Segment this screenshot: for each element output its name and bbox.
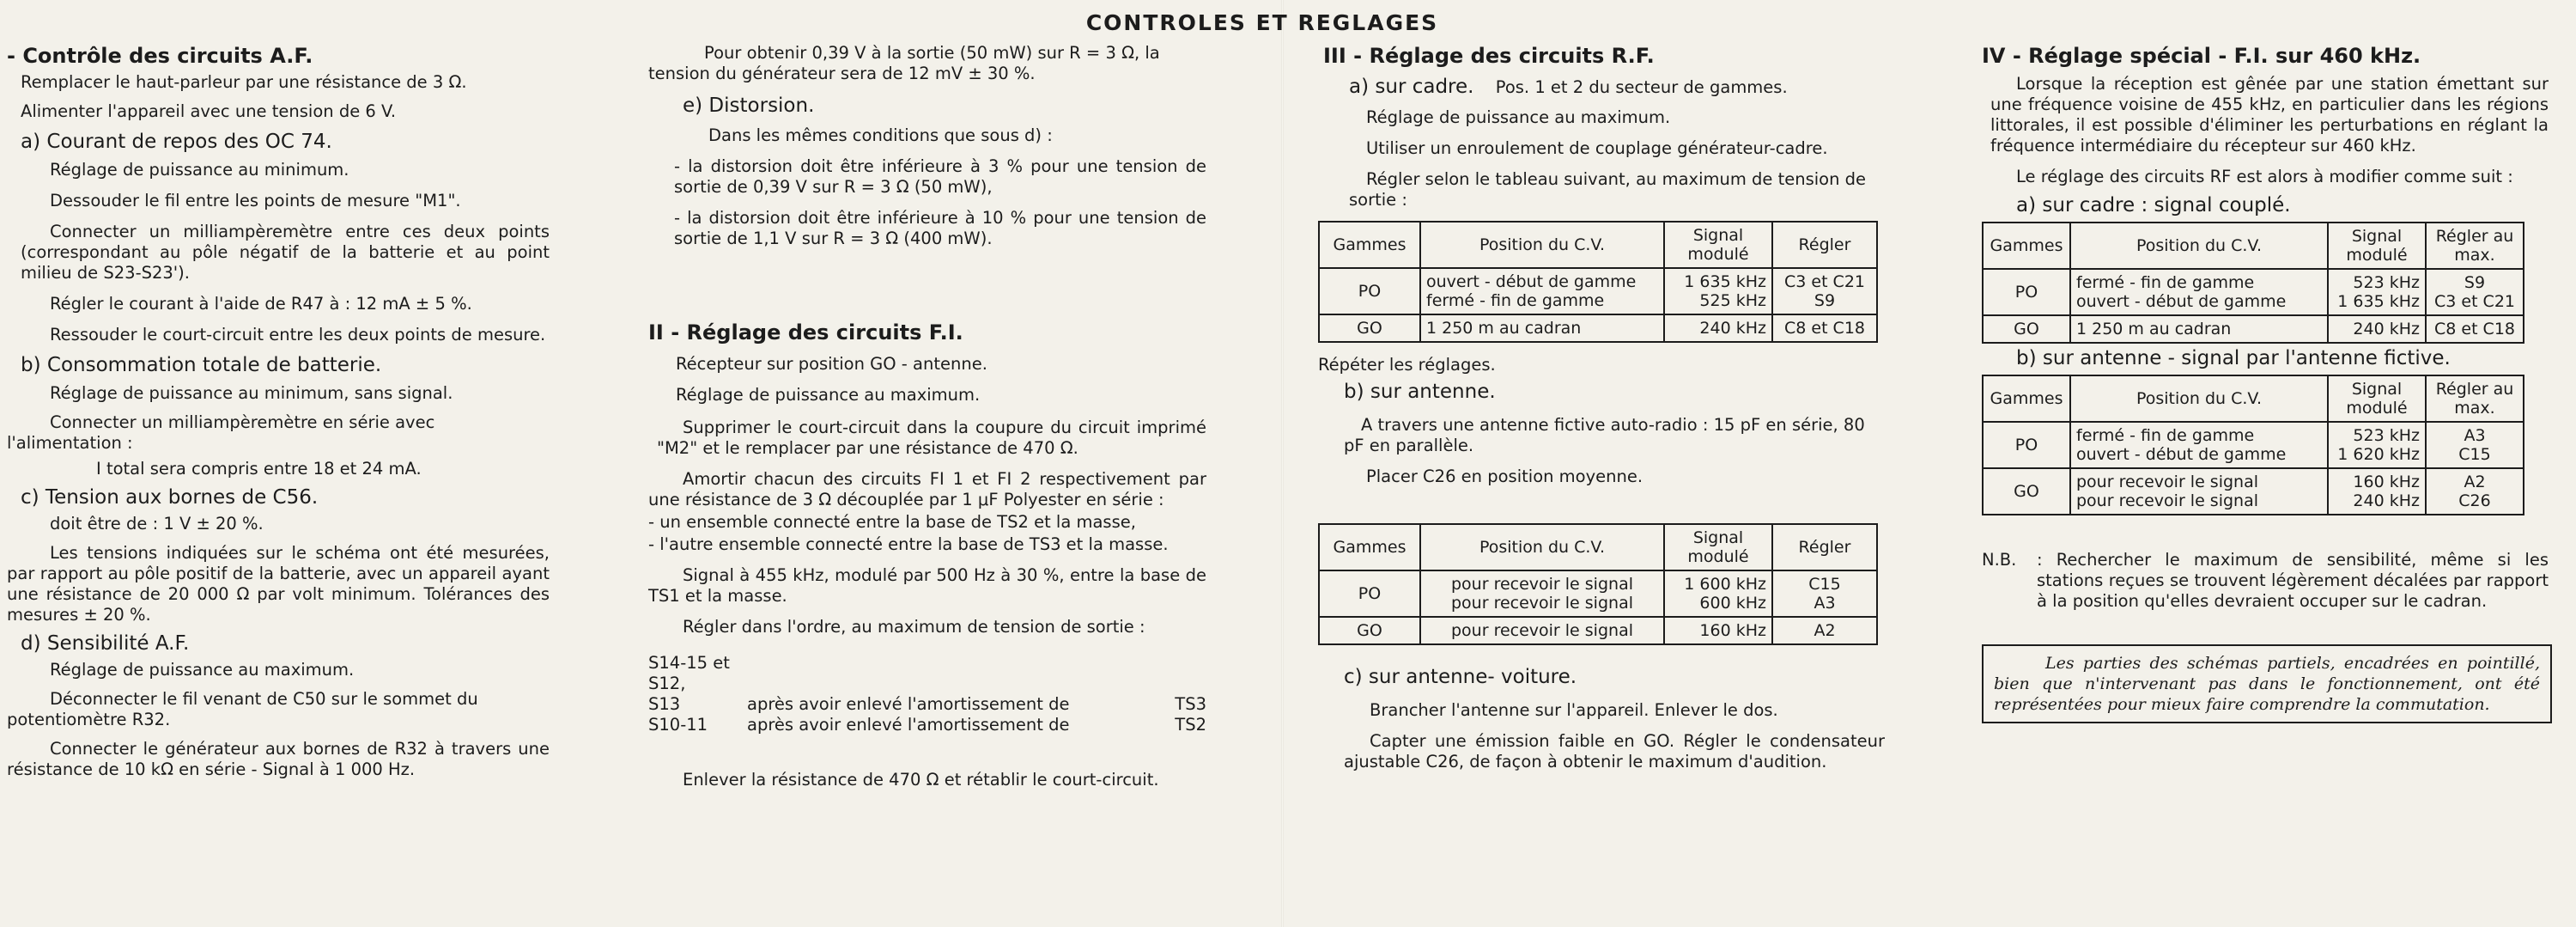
paragraph: Supprimer le court-circuit dans la coupure du circuit imprimé "M2" et le remplacer par une résistance de 470 Ω. (657, 418, 1206, 458)
cell-line: S9 (2464, 273, 2486, 292)
table-row (1983, 468, 2524, 515)
position-cell: pour recevoir le signal (1420, 617, 1664, 644)
subsection-title: b) sur antenne - signal par l'antenne fictive. (2016, 347, 2451, 369)
column-header: Gammes (1319, 524, 1420, 570)
regler-cell: C8 et C18 (1772, 314, 1877, 342)
subsection-title: e) Distorsion. (683, 95, 815, 117)
paragraph: Placer C26 en position moyenne. (1366, 467, 1643, 486)
table-header-row (1319, 222, 1877, 268)
regler-cell (2426, 422, 2524, 468)
regler-cell: A2 (1772, 617, 1877, 644)
cell-line: 1 620 kHz (2337, 445, 2420, 464)
section-special-heading: IV - Réglage spécial - F.I. sur 460 kHz. (1982, 44, 2421, 68)
signal-cell: 240 kHz (1664, 314, 1772, 342)
paragraph: Déconnecter le fil venant de C50 sur le sommet du potentiomètre R32. (7, 689, 478, 729)
cell-line: 523 kHz (2353, 273, 2420, 292)
signal-cell (2328, 269, 2426, 315)
signal-cell (2328, 422, 2426, 468)
paragraph: Réglage de puissance au maximum. (50, 660, 355, 680)
paragraph: Utiliser un enroulement de couplage générateur-cadre. (1366, 138, 1828, 158)
table-header-row (1983, 223, 2524, 269)
cell-line: 160 kHz (2353, 473, 2420, 491)
page-title: CONTROLES ET REGLAGES (1085, 10, 1439, 35)
gamme-cell: PO (1983, 422, 2070, 468)
paragraph: Dessouder le fil entre les points de mesure "M1". (50, 191, 461, 210)
column-header: Signal modulé (1664, 524, 1772, 570)
gamme-cell: PO (1983, 269, 2070, 315)
position-cell (1420, 268, 1664, 314)
regler-cell (1772, 570, 1877, 617)
table-row (1983, 269, 2524, 315)
rf-table-antenne (1318, 523, 1878, 645)
paragraph: Réglage de puissance au minimum. (50, 160, 349, 180)
step-action: après avoir enlevé l'amortissement de (747, 715, 1070, 735)
signal-cell (1664, 268, 1772, 314)
table-header-row (1319, 524, 1877, 570)
table-row (1319, 617, 1877, 644)
gamme-cell: GO (1983, 468, 2070, 515)
paragraph: A travers une antenne fictive auto-radio : 15 pF en série, 80 pF en parallèle. (1344, 415, 1865, 455)
column-header: Gammes (1983, 375, 2070, 422)
regler-cell (1772, 268, 1877, 314)
step-circuit: S10-11 (648, 715, 708, 735)
alignment-steps (648, 653, 1206, 735)
subsection-title: a) sur cadre : signal couplé. (2016, 194, 2291, 217)
position-cell (2070, 468, 2328, 515)
cell-line: S9 (1814, 291, 1836, 310)
regler-cell (2426, 468, 2524, 515)
regler-cell: C8 et C18 (2426, 315, 2524, 343)
step-circuit: S14-15 et S12, (648, 653, 730, 693)
paragraph: Réglage de puissance au maximum. (1366, 107, 1671, 127)
subsection-label: a) sur cadre. (1349, 76, 1474, 98)
paragraph: Régler le courant à l'aide de R47 à : 12 mA ± 5 %. (50, 294, 472, 314)
position-cell (1420, 570, 1664, 617)
cell-line: ouvert - début de gamme (2076, 445, 2287, 464)
signal-cell (1664, 570, 1772, 617)
cell-line: ouvert - début de gamme (2076, 292, 2287, 311)
paragraph: Remplacer le haut-parleur par une résistance de 3 Ω. (21, 72, 467, 92)
page-fold (1281, 0, 1284, 927)
subsection-title: a) Courant de repos des OC 74. (21, 131, 332, 153)
column-header: Position du C.V. (1420, 524, 1664, 570)
list-item: - la distorsion doit être inférieure à 3 % pour une tension de sortie de 0,39 V sur R = 3 Ω (50 mW), (674, 156, 1206, 197)
cell-line: 1 635 kHz (1684, 272, 1766, 291)
column-rf (1318, 43, 1885, 772)
step-transistor (1165, 653, 1206, 694)
table-row (648, 715, 1206, 735)
column-header: Signal modulé (2328, 375, 2426, 422)
special-table-antenne (1982, 375, 2524, 515)
paragraph: Connecter un milliampèremètre entre ces deux points (correspondant au pôle négatif de la batterie et au point milieu de S23-S23'). (21, 222, 550, 283)
table-row (1319, 570, 1877, 617)
position-cell (2070, 422, 2328, 468)
column-fi (648, 43, 1206, 790)
paragraph: Alimenter l'appareil avec une tension de 6 V. (21, 101, 397, 121)
cell-line: 600 kHz (1699, 594, 1766, 613)
cell-line: A3 (1814, 594, 1836, 613)
step-circuit: S13 (648, 694, 681, 714)
column-af (7, 43, 550, 780)
subsection-title (1349, 74, 1885, 101)
paragraph: doit être de : 1 V ± 20 %. (50, 514, 264, 534)
cell-line: 1 600 kHz (1684, 575, 1766, 594)
position-cell (2070, 269, 2328, 315)
column-header: Gammes (1983, 223, 2070, 269)
step-transistor: TS3 (1175, 694, 1206, 714)
list-item: - un ensemble connecté entre la base de TS2 et la masse, (648, 512, 1136, 532)
column-header: Régler au max. (2426, 223, 2524, 269)
cell-line: pour recevoir le signal (1450, 575, 1633, 594)
gamme-cell: GO (1319, 314, 1420, 342)
cell-line: fermé - fin de gamme (1426, 291, 1605, 310)
column-header: Position du C.V. (2070, 375, 2328, 422)
paragraph: Lorsque la réception est gênée par une station émettant sur une fréquence voisine de 455 kHz, en particulier dans les régions littorales, il est possible d'éliminer les perturbations en réglant la fréquence intermédiaire du récepteur sur 460 kHz. (1990, 74, 2549, 156)
list-item: - l'autre ensemble connecté entre la base de TS3 et la masse. (648, 534, 1169, 554)
paragraph: Signal à 455 kHz, modulé par 500 Hz à 30 %, entre la base de TS1 et la masse. (648, 565, 1206, 606)
cell-line: fermé - fin de gamme (2076, 273, 2255, 292)
paragraph: Capter une émission faible en GO. Régler le condensateur ajustable C26, de façon à obtenir le maximum d'audition. (1344, 731, 1885, 771)
subsection-title: d) Sensibilité A.F. (21, 632, 190, 655)
cell-line: 525 kHz (1699, 291, 1766, 310)
column-header: Régler au max. (2426, 375, 2524, 422)
paragraph: Régler dans l'ordre, au maximum de tension de sortie : (683, 617, 1145, 637)
commutation-note: Les parties des schémas partiels, encadrées en pointillé, bien que n'intervenant pas dans le fonctionnement, ont été représentées pour mieux faire comprendre la commutation. (1994, 654, 2540, 714)
subsection-title: c) sur antenne- voiture. (1344, 666, 1577, 688)
cell-line: C3 et C21 (1783, 272, 1866, 291)
cell-line: ouvert - début de gamme (1426, 272, 1637, 291)
table-row (1319, 268, 1877, 314)
table-row (1983, 315, 2524, 343)
list-item: - la distorsion doit être inférieure à 10 % pour une tension de sortie de 1,1 V sur R = 3 Ω (400 mW). (674, 208, 1206, 248)
section-rf-heading: III - Réglage des circuits R.F. (1323, 44, 1655, 68)
table-row (1983, 422, 2524, 468)
paragraph: Pour obtenir 0,39 V à la sortie (50 mW) sur R = 3 Ω, la tension du générateur sera de 12 mV ± 30 %. (648, 43, 1160, 83)
nb-label: N.B. (1982, 550, 2017, 570)
nb-note (1982, 550, 2549, 612)
subsection-title: c) Tension aux bornes de C56. (21, 486, 319, 509)
column-header: Signal modulé (1664, 222, 1772, 268)
table-row (648, 694, 1206, 715)
signal-cell: 160 kHz (1664, 617, 1772, 644)
column-header: Régler (1772, 222, 1877, 268)
column-header: Position du C.V. (1420, 222, 1664, 268)
column-header: Position du C.V. (2070, 223, 2328, 269)
table-row (648, 653, 1206, 694)
nb-text: : Rechercher le maximum de sensibilité, même si les stations reçues se trouvent légèrement décalées par rapport à la position qu'elles devraient occuper sur le cadran. (2037, 550, 2549, 611)
cell-line: A2 (2464, 473, 2486, 491)
cell-line: fermé - fin de gamme (2076, 426, 2255, 445)
special-table-cadre (1982, 222, 2524, 344)
step-action (747, 653, 1165, 694)
cell-line: 523 kHz (2353, 426, 2420, 445)
cell-line: pour recevoir le signal (2076, 473, 2259, 491)
position-cell: 1 250 m au cadran (2070, 315, 2328, 343)
paragraph: Régler selon le tableau suivant, au maximum de tension de sortie : (1349, 169, 1867, 210)
section-fi-heading: II - Réglage des circuits F.I. (648, 320, 963, 345)
paragraph: Brancher l'antenne sur l'appareil. Enlever le dos. (1370, 700, 1778, 720)
column-header: Gammes (1319, 222, 1420, 268)
signal-cell: 240 kHz (2328, 315, 2426, 343)
subsection-title: b) sur antenne. (1344, 381, 1496, 403)
paragraph: Amortir chacun des circuits FI 1 et FI 2 respectivement par une résistance de 3 Ω découplée par 1 μF Polyester en série : (648, 469, 1206, 509)
cell-line: pour recevoir le signal (1450, 594, 1633, 613)
paragraph: Connecter un milliampèremètre en série avec l'alimentation : (7, 412, 435, 453)
cell-line: C3 et C21 (2433, 292, 2516, 311)
cell-line: 1 635 kHz (2337, 292, 2420, 311)
gamme-cell: GO (1319, 617, 1420, 644)
cell-line: C15 (2458, 445, 2491, 464)
column-fi-special (1982, 43, 2549, 723)
cell-line: 240 kHz (2353, 491, 2420, 510)
table-header-row (1983, 375, 2524, 422)
cell-line: C26 (2458, 491, 2491, 510)
step-action: après avoir enlevé l'amortissement de (747, 694, 1070, 714)
paragraph: Répéter les réglages. (1318, 355, 1496, 375)
paragraph: Réglage de puissance au minimum, sans signal. (50, 383, 453, 403)
subsection-title: b) Consommation totale de batterie. (21, 354, 382, 376)
column-header: Régler (1772, 524, 1877, 570)
paragraph: Enlever la résistance de 470 Ω et rétablir le court-circuit. (683, 770, 1159, 790)
paragraph: Réglage de puissance au maximum. (676, 385, 981, 405)
paragraph: Récepteur sur position GO - antenne. (676, 354, 987, 374)
paragraph: Connecter le générateur aux bornes de R32 à travers une résistance de 10 kΩ en série - Signal à 1 000 Hz. (7, 739, 550, 779)
regler-cell (2426, 269, 2524, 315)
cell-line: A3 (2464, 426, 2486, 445)
column-header: Signal modulé (2328, 223, 2426, 269)
paragraph: Les tensions indiquées sur le schéma ont été mesurées, par rapport au pôle positif de la batterie, avec un appareil ayant une résistance de 20 000 Ω par volt minimum. Tolérances des mesures ± 20 %. (7, 543, 550, 625)
paragraph: Le réglage des circuits RF est alors à modifier comme suit : (2016, 167, 2513, 186)
gamme-cell: GO (1983, 315, 2070, 343)
gamme-cell: PO (1319, 268, 1420, 314)
signal-cell (2328, 468, 2426, 515)
commutation-note-box (1982, 644, 2552, 723)
section-af-heading: - Contrôle des circuits A.F. (7, 44, 313, 68)
paragraph: I total sera compris entre 18 et 24 mA. (96, 459, 422, 479)
cell-line: pour recevoir le signal (2076, 491, 2259, 510)
rf-table-cadre (1318, 221, 1878, 343)
cell-line: C15 (1808, 575, 1841, 594)
table-row (1319, 314, 1877, 342)
gamme-cell: PO (1319, 570, 1420, 617)
position-cell: 1 250 m au cadran (1420, 314, 1664, 342)
step-transistor: TS2 (1175, 715, 1206, 735)
paragraph: Ressouder le court-circuit entre les deux points de mesure. (50, 325, 546, 345)
subsection-note: Pos. 1 et 2 du secteur de gammes. (1495, 77, 1788, 97)
paragraph: Dans les mêmes conditions que sous d) : (708, 125, 1053, 145)
